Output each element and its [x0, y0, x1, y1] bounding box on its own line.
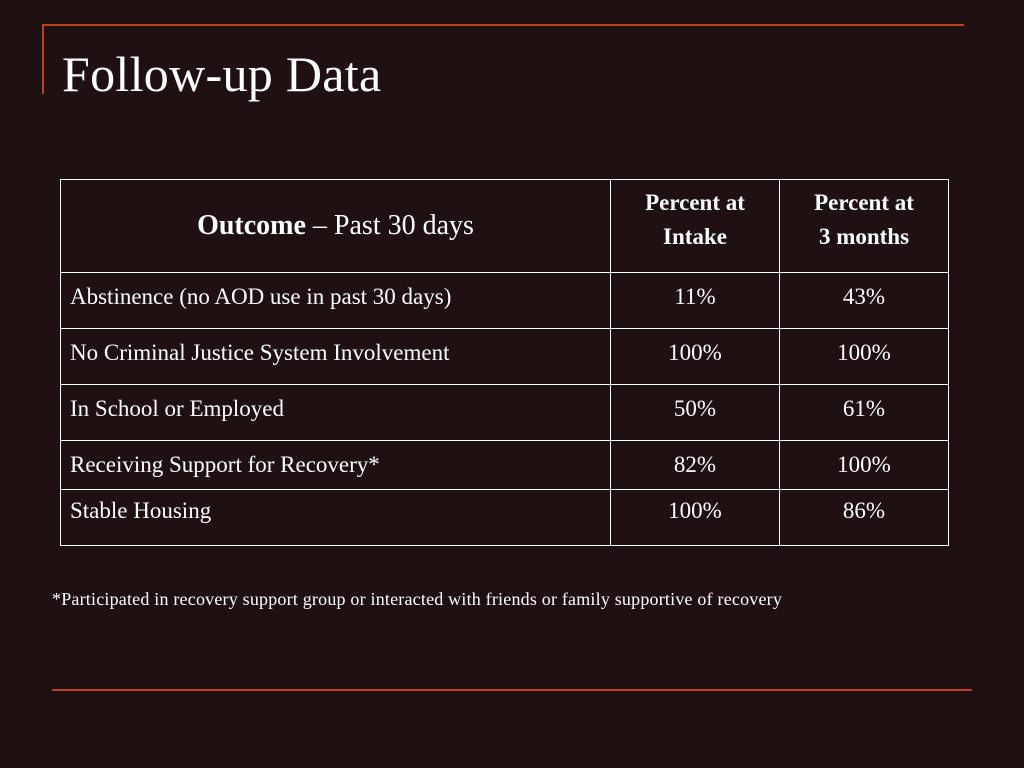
slide-title: Follow-up Data	[62, 46, 382, 102]
footnote: *Participated in recovery support group or interacted with friends or family supportive of recovery	[52, 589, 783, 609]
bottom-accent-rule	[52, 689, 972, 691]
row-outcome-label: Abstinence (no AOD use in past 30 days)	[61, 273, 611, 329]
row-3-months-value: 100%	[780, 441, 949, 490]
row-intake-value: 100%	[611, 329, 780, 385]
row-intake-value: 11%	[611, 273, 780, 329]
header-intake-line2: Intake	[663, 224, 727, 249]
left-accent-rule	[42, 24, 44, 94]
header-3m-line1: Percent at	[814, 190, 914, 215]
table-row	[61, 273, 949, 329]
table-header-row	[61, 180, 949, 273]
table-row	[61, 329, 949, 385]
table-row	[61, 490, 949, 546]
row-intake-value: 82%	[611, 441, 780, 490]
header-3m-line2: 3 months	[818, 224, 910, 249]
table-row	[61, 441, 949, 490]
row-intake-value: 50%	[611, 385, 780, 441]
header-intake-line1: Percent at	[645, 190, 745, 215]
row-3-months-value: 86%	[780, 490, 949, 546]
table-row	[61, 385, 949, 441]
header-outcome-period: – Past 30 days	[305, 210, 474, 241]
row-3-months-value: 43%	[780, 273, 949, 329]
row-outcome-label: In School or Employed	[61, 385, 611, 441]
row-outcome-label: Stable Housing	[61, 490, 611, 546]
follow-up-data-table	[60, 179, 949, 546]
header-percent-3-months	[780, 180, 949, 273]
row-3-months-value: 100%	[780, 329, 949, 385]
header-outcome	[61, 180, 611, 273]
top-accent-rule	[42, 24, 964, 26]
header-outcome-bold: Outcome	[197, 210, 306, 241]
row-intake-value: 100%	[611, 490, 780, 546]
row-outcome-label: Receiving Support for Recovery*	[61, 441, 611, 490]
row-3-months-value: 61%	[780, 385, 949, 441]
row-outcome-label: No Criminal Justice System Involvement	[61, 329, 611, 385]
header-percent-intake	[611, 180, 780, 273]
